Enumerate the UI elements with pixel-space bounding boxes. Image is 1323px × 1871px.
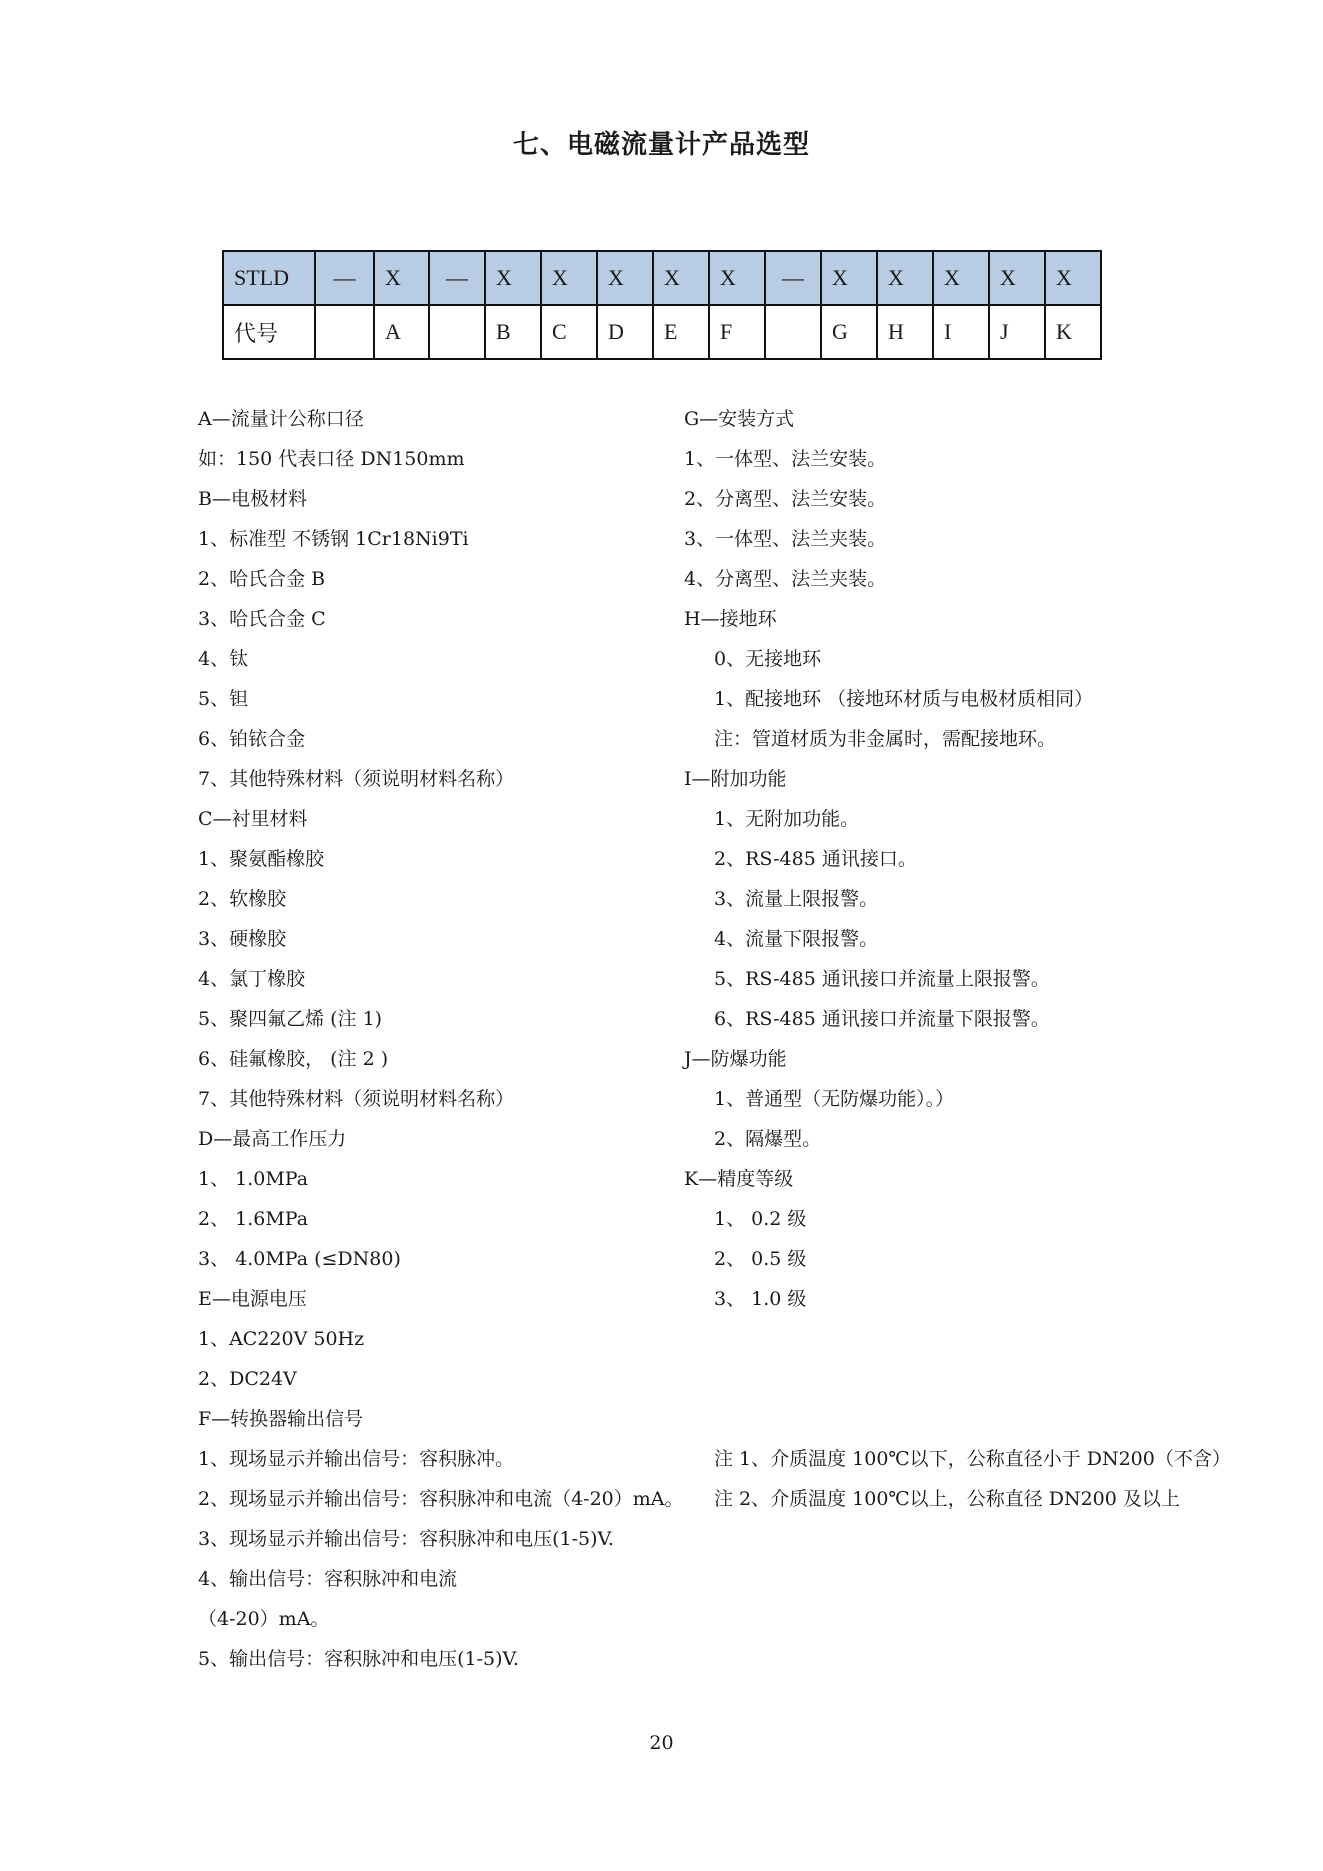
code-letter-cell: K [1045, 305, 1101, 359]
option-line: 3、哈氏合金 C [198, 608, 326, 630]
option-line: 1、无附加功能。 [714, 808, 860, 830]
option-line: 3、 4.0MPa (≤DN80) [198, 1248, 401, 1270]
option-line: D—最高工作压力 [198, 1128, 347, 1150]
footnote-line: 注 1、介质温度 100℃以下，公称直径小于 DN200（不含） [714, 1448, 1231, 1470]
option-line: 7、其他特殊材料（须说明材料名称） [198, 1088, 515, 1110]
option-line: 5、RS-485 通讯接口并流量上限报警。 [714, 968, 1050, 990]
option-line: 注：管道材质为非金属时，需配接地环。 [714, 728, 1057, 750]
code-header-cell: X [541, 251, 597, 305]
option-line: K—精度等级 [684, 1168, 794, 1190]
option-line: J—防爆功能 [684, 1048, 787, 1070]
option-line: 1、普通型（无防爆功能）。） [714, 1088, 955, 1110]
model-code-table [222, 250, 1102, 360]
option-line: 1、 1.0MPa [198, 1168, 309, 1190]
code-letter-cell: D [597, 305, 653, 359]
option-line: 5、聚四氟乙烯 (注 1) [198, 1008, 383, 1030]
option-line: 2、软橡胶 [198, 888, 287, 910]
option-line: 6、RS-485 通讯接口并流量下限报警。 [714, 1008, 1050, 1030]
code-header-cell: X [1045, 251, 1101, 305]
option-line: 1、现场显示并输出信号：容积脉冲。 [198, 1448, 515, 1470]
footnotes [714, 1444, 1231, 1524]
option-line: 4、流量下限报警。 [714, 928, 879, 950]
right-options-column [684, 404, 1093, 1324]
option-line: 2、 0.5 级 [714, 1248, 807, 1270]
option-line: 3、现场显示并输出信号：容积脉冲和电压(1-5)V. [198, 1528, 614, 1550]
code-header-cell: — [765, 251, 821, 305]
option-line: 4、分离型、法兰夹装。 [684, 568, 887, 590]
code-header-cell: X [709, 251, 765, 305]
option-line: F—转换器输出信号 [198, 1408, 364, 1430]
option-line: 2、RS-485 通讯接口。 [714, 848, 917, 870]
option-line: 4、氯丁橡胶 [198, 968, 306, 990]
option-line: E—电源电压 [198, 1288, 307, 1310]
code-header-cell: X [653, 251, 709, 305]
option-line: 1、 0.2 级 [714, 1208, 807, 1230]
option-line: 1、聚氨酯橡胶 [198, 848, 325, 870]
code-header-cell: — [315, 251, 374, 305]
footnote-line: 注 2、介质温度 100℃以上，公称直径 DN200 及以上 [714, 1488, 1180, 1510]
option-line: 6、铂铱合金 [198, 728, 306, 750]
option-line: 2、现场显示并输出信号：容积脉冲和电流（4-20）mA。 [198, 1488, 684, 1510]
left-options-column [198, 404, 684, 1684]
code-letter-cell: H [877, 305, 933, 359]
option-line: 2、DC24V [198, 1368, 297, 1390]
option-line: H—接地环 [684, 608, 777, 630]
code-header-cell: X [485, 251, 541, 305]
option-line: 1、配接地环 （接地环材质与电极材质相同） [714, 688, 1094, 710]
code-letter-cell: 代号 [223, 305, 315, 359]
option-line: 4、输出信号：容积脉冲和电流 [198, 1568, 458, 1590]
option-line: G—安装方式 [684, 408, 795, 430]
code-header-cell: STLD [223, 251, 315, 305]
option-line: B—电极材料 [198, 488, 307, 510]
option-line: 1、标准型 不锈钢 1Cr18Ni9Ti [198, 528, 469, 550]
option-line: 2、隔爆型。 [714, 1128, 822, 1150]
option-line: 7、其他特殊材料（须说明材料名称） [198, 768, 515, 790]
option-line: 1、一体型、法兰安装。 [684, 448, 887, 470]
option-line: 4、钛 [198, 648, 249, 670]
code-letter-cell [429, 305, 485, 359]
option-line: 0、无接地环 [714, 648, 822, 670]
code-letter-cell: G [821, 305, 877, 359]
code-header-cell: X [597, 251, 653, 305]
option-line: 5、输出信号：容积脉冲和电压(1-5)V. [198, 1648, 519, 1670]
code-letter-cell: J [989, 305, 1045, 359]
code-letter-cell [765, 305, 821, 359]
code-letter-cell: F [709, 305, 765, 359]
code-letter-cell: A [374, 305, 429, 359]
option-line: 3、 1.0 级 [714, 1288, 807, 1310]
code-letter-cell: C [541, 305, 597, 359]
option-line: （4-20）mA。 [198, 1608, 330, 1630]
option-line: 如：150 代表口径 DN150mm [198, 448, 465, 470]
option-line: 2、 1.6MPa [198, 1208, 309, 1230]
page-number: 20 [649, 1732, 674, 1754]
option-line: 1、AC220V 50Hz [198, 1328, 365, 1350]
code-header-cell: X [821, 251, 877, 305]
code-header-row [223, 251, 1101, 305]
option-line: I—附加功能 [684, 768, 787, 790]
page-title: 七、电磁流量计产品选型 [512, 130, 810, 160]
option-line: 3、硬橡胶 [198, 928, 287, 950]
code-letter-cell: I [933, 305, 989, 359]
code-header-cell: — [429, 251, 485, 305]
code-header-cell: X [877, 251, 933, 305]
code-header-cell: X [989, 251, 1045, 305]
code-letter-cell: E [653, 305, 709, 359]
option-line: 3、一体型、法兰夹装。 [684, 528, 887, 550]
code-header-cell: X [933, 251, 989, 305]
option-line: 6、硅氟橡胶， (注 2 ) [198, 1048, 389, 1070]
option-line: 5、钽 [198, 688, 249, 710]
option-line: 2、哈氏合金 B [198, 568, 326, 590]
option-line: 3、流量上限报警。 [714, 888, 879, 910]
code-header-cell: X [374, 251, 429, 305]
code-letter-row [223, 305, 1101, 359]
code-letter-cell [315, 305, 374, 359]
option-line: A—流量计公称口径 [198, 408, 364, 430]
option-line: 2、分离型、法兰安装。 [684, 488, 887, 510]
code-letter-cell: B [485, 305, 541, 359]
option-line: C—衬里材料 [198, 808, 308, 830]
